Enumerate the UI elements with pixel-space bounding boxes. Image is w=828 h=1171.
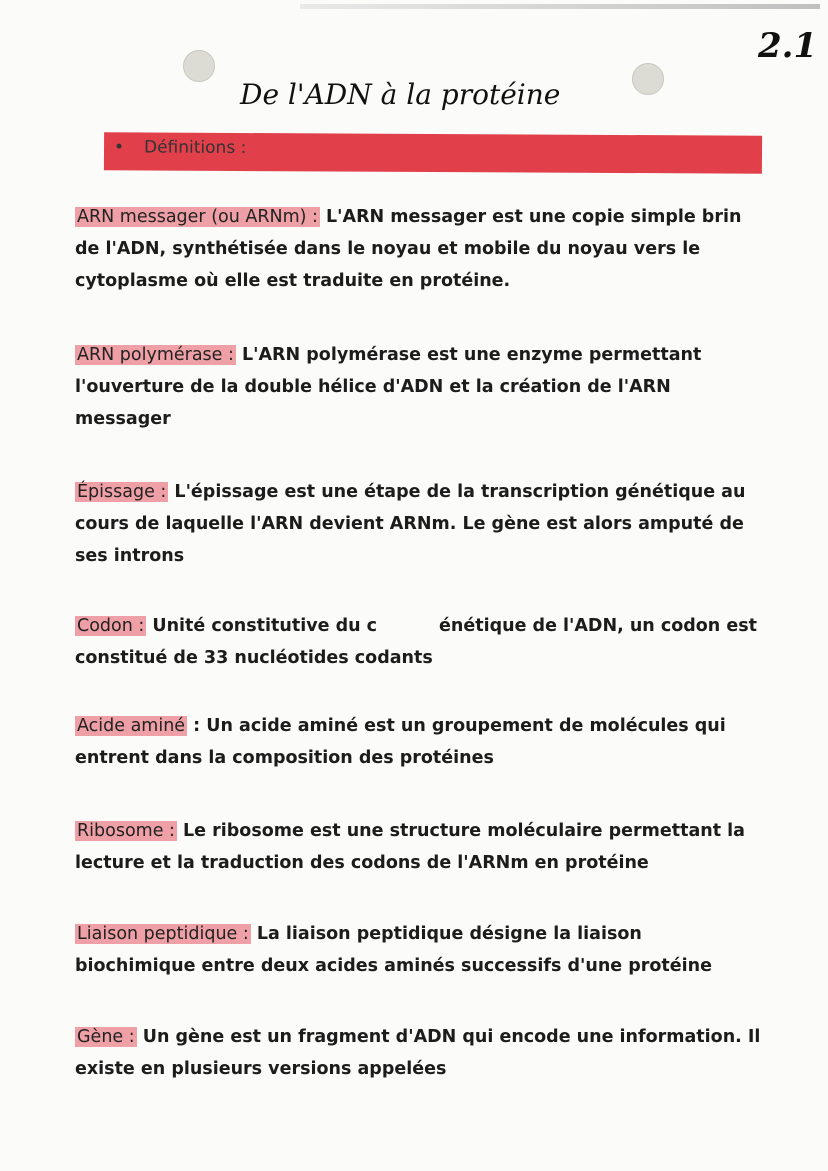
bullet: • <box>113 137 125 158</box>
term: Acide aminé <box>77 716 186 736</box>
definition-text: : Un acide aminé est un groupement de molécules qui entrent dans la composition des protéines <box>75 716 726 768</box>
section-header <box>104 132 762 173</box>
definition-arn-polymerase <box>75 339 765 435</box>
definition-ribosome <box>75 815 765 879</box>
page-title: De l'ADN à la protéine <box>240 78 561 111</box>
punch-hole <box>183 50 215 82</box>
definition-text: Unité constitutive du c <box>146 616 378 636</box>
term: ARN messager (ou ARNm) : <box>77 207 318 227</box>
term: Ribosome : <box>77 821 175 841</box>
term: Épissage : <box>77 482 167 502</box>
term: Codon : <box>77 616 145 636</box>
term: Liaison peptidique : <box>77 924 249 944</box>
definition-text: Un gène est un fragment d'ADN qui encode une information. Il existe en plusieurs versions appelées <box>75 1027 761 1079</box>
term: Gène : <box>77 1027 135 1047</box>
page-number: 2.1 <box>758 26 818 66</box>
definition-codon <box>75 610 765 674</box>
definition-text: Le ribosome est une structure moléculaire permettant la lecture et la traduction des codons de l'ARNm en protéine <box>75 821 745 873</box>
section-label: Définitions : <box>143 137 247 159</box>
definition-text: La liaison peptidique désigne la liaison biochimique entre deux acides aminés successifs d'une protéine <box>75 924 712 976</box>
definition-text: L'ARN messager est une copie simple brin de l'ADN, synthétisée dans le noyau et mobile du noyau vers le cytoplasme où elle est traduite en protéine. <box>75 207 742 291</box>
scan-edge <box>300 4 820 9</box>
term: ARN polymérase : <box>77 345 234 365</box>
definition-arn-messager <box>75 201 765 297</box>
definition-text: énétique de l'ADN, un codon est constitué de 33 nucléotides codants <box>75 616 757 668</box>
definition-text: L'épissage est une étape de la transcription génétique au cours de laquelle l'ARN devient ARNm. Le gène est alors amputé de ses introns <box>75 482 746 566</box>
definition-gene <box>75 1021 765 1085</box>
punch-hole <box>632 63 664 95</box>
definition-liaison-peptidique <box>75 918 765 982</box>
definition-epissage <box>75 476 765 572</box>
definition-text: L'ARN polymérase est une enzyme permettant l'ouverture de la double hélice d'ADN et la création de l'ARN messager <box>75 345 702 429</box>
definition-acide-amine <box>75 710 765 774</box>
